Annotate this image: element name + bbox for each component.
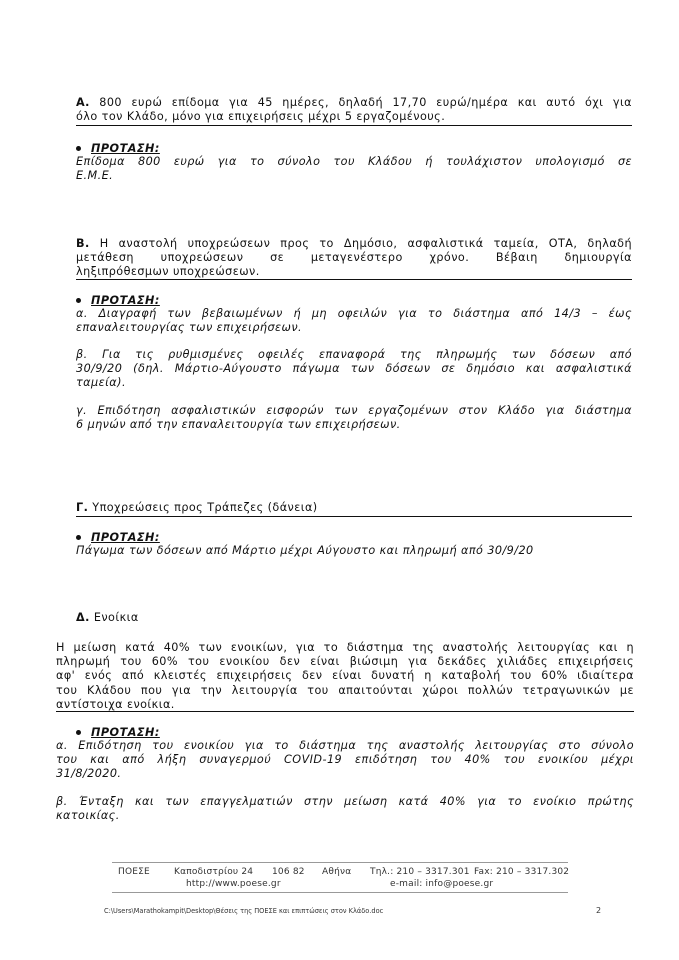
section-c-proposal-heading: ΠΡΟΤΑΣΗ: [76, 531, 160, 545]
section-c-label: Γ. [76, 501, 89, 514]
section-c-text [76, 501, 632, 515]
bullet-icon [76, 146, 81, 151]
section-c-proposal-text: Πάγωμα των δόσεων από Μάρτιο μέχρι Αύγουστο και πληρωμή από 30/9/20 [76, 544, 534, 557]
section-a-proposal-text: Επίδομα 800 ευρώ για το σύνολο του Κλάδου ή τουλάχιστον υπολογισμό σε Ε.Μ.Ε. [76, 155, 632, 183]
section-b-proposal-b: β. Για τις ρυθμισμένες οφειλές επαναφορά της πληρωμής των δόσεων από 30/9/20 (δηλ. Μάρτιο-Αύγουστο πάγωμα των δόσεων σε δημόσιο και ασφαλιστικά ταμεία). [76, 348, 632, 390]
section-b-proposal-heading: ΠΡΟΤΑΣΗ: [76, 294, 160, 308]
footer-email[interactable]: e-mail: info@poese.gr [390, 879, 494, 889]
section-d-title: Ενοίκια [93, 611, 139, 624]
section-b-rule [76, 279, 632, 280]
section-b-proposal-a: α. Διαγραφή των βεβαιωμένων ή μη οφειλών για το διάστημα από 14/3 – έως επαναλειτουργίας των επιχειρήσεων. [76, 307, 632, 335]
section-b-text: Β. Η αναστολή υποχρεώσεων προς το Δημόσιο, ασφαλιστικά ταμεία, ΟΤΑ, δηλαδή μετάθεση υποχρεώσεων σε μεταγενέστερο χρόνο. Βέβαιη δημιουργία ληξιπρόθεσμων υποχρεώσεων. [76, 237, 632, 279]
bullet-icon [76, 730, 81, 735]
section-b-label: Β. [76, 237, 90, 250]
section-d-proposal-b: β. Ένταξη και των επαγγελματιών στην μείωση κατά 40% για το ενοίκιο πρώτης κατοικίας. [56, 795, 634, 823]
page-number: 2 [596, 906, 602, 915]
footer-website[interactable]: http://www.poese.gr [186, 879, 281, 889]
footer-rule-bottom [112, 892, 568, 893]
section-d-proposal-a: α. Επιδότηση του ενοικίου για το διάστημα της αναστολής λειτουργίας στο σύνολο του και από λήξη συναγερμού COVID-19 επιδότηση του 40% του ενοικίου μέχρι 31/8/2020. [56, 739, 634, 781]
section-a-text [76, 96, 632, 124]
bullet-icon [76, 298, 81, 303]
footer-rule [112, 862, 568, 863]
footer-address: Καποδιστρίου 24 [174, 867, 254, 877]
section-a-rule [76, 125, 632, 126]
section-a-label: Α. [76, 96, 90, 109]
footer-fax: Fax: 210 – 3317.302 [474, 867, 570, 877]
footer-city: Αθήνα [322, 867, 352, 877]
footer-org: ΠΟΕΣΕ [118, 867, 150, 877]
footer-phone: Τηλ.: 210 – 3317.301 [370, 867, 470, 877]
bullet-icon [76, 535, 81, 540]
section-d-label: Δ. [76, 611, 90, 624]
section-a-line-2: όλο τον Κλάδο, μόνο για επιχειρήσεις μέχρι 5 εργαζομένους. [76, 110, 446, 124]
section-c-rule [76, 516, 632, 517]
file-path: C:\Users\Marathokampit\Desktop\Θέσεις της ΠΟΕΣΕ και επιπτώσεις στον Κλάδο.doc [104, 907, 384, 915]
section-a-line-1: 800 ευρώ επίδομα για 45 ημέρες, δηλαδή 17,70 ευρώ/ημέρα και αυτό όχι για [99, 96, 632, 109]
section-b-proposal-c: γ. Επιδότηση ασφαλιστικών εισφορών των εργαζομένων στον Κλάδο για διάστημα 6 μηνών από την επαναλειτουργία των επιχειρήσεων. [76, 404, 632, 432]
section-d-text: Η μείωση κατά 40% των ενοικίων, για το διάστημα της αναστολής λειτουργίας και η πληρωμή του 60% του ενοικίου δεν είναι βιώσιμη για δεκάδες χιλιάδες επιχειρήσεις αφ' ενός από κλειστές επιχειρήσεις δεν είναι δυνατή η καταβολή του 60% ιδιαίτερα του Κλάδου που για την λειτουργία του απαιτούνται χώροι πολλών τετραγωνικών με αντίστοιχα ενοίκια. [56, 641, 634, 711]
section-d-heading [76, 611, 632, 625]
footer-postcode: 106 82 [272, 867, 305, 877]
section-c-title: Υποχρεώσεις προς Τράπεζες (δάνεια) [92, 501, 318, 514]
section-a-proposal-heading: ΠΡΟΤΑΣΗ: [76, 142, 160, 156]
section-d-proposal-heading: ΠΡΟΤΑΣΗ: [76, 726, 160, 740]
section-d-rule [56, 711, 634, 712]
